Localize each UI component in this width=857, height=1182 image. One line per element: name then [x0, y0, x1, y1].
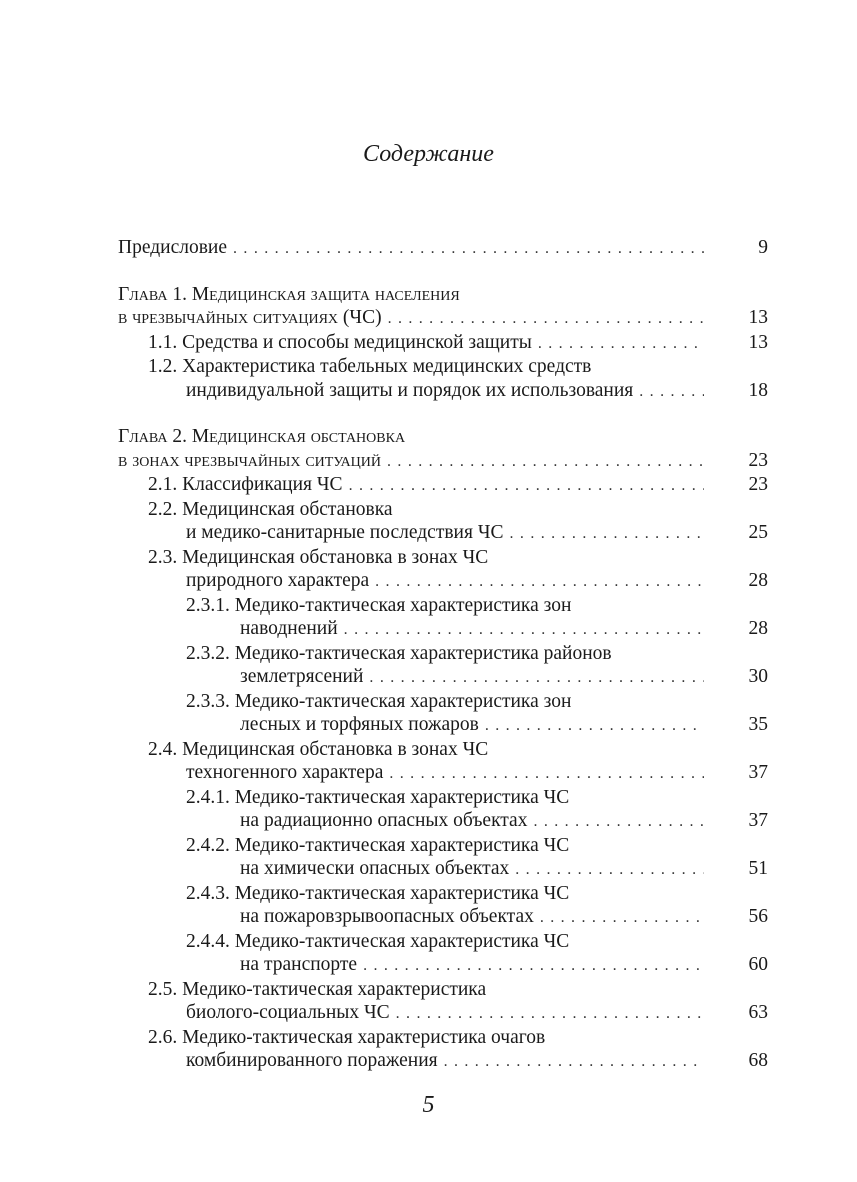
- toc-entry-text: в зонах чрезвычайных ситуаций: [118, 449, 382, 471]
- toc-entry[interactable]: [118, 690, 768, 714]
- toc-entry-text: 2.4.3. Медико-тактическая характеристика ЧС: [186, 882, 570, 904]
- toc-entry[interactable]: [118, 786, 768, 810]
- toc-entry-text: землетрясений: [240, 666, 364, 687]
- toc-entry[interactable]: [118, 1001, 768, 1026]
- dot-leader: [233, 237, 704, 261]
- toc-entry-text: техногенного характера: [186, 762, 384, 783]
- dot-leader: [515, 858, 704, 882]
- toc-page-number: 13: [748, 307, 768, 328]
- toc-entry[interactable]: [118, 665, 768, 690]
- toc-entry[interactable]: [118, 905, 768, 930]
- toc-entry-text: лесных и торфяных пожаров: [240, 714, 479, 735]
- toc-entry-text: на химически опасных объектах: [240, 858, 510, 879]
- toc-entry[interactable]: [118, 713, 768, 738]
- toc-entry-text: биолого-социальных ЧС: [186, 1002, 390, 1023]
- toc-entry-text: 1.2. Характеристика табельных медицинских средств: [148, 356, 592, 377]
- dot-leader: [349, 474, 704, 498]
- dot-leader: [344, 618, 704, 642]
- toc-page-number: 28: [748, 618, 768, 639]
- toc-entry-text: 2.4.1. Медико-тактическая характеристика ЧС: [186, 786, 570, 808]
- toc-entry-text: природного характера: [186, 570, 370, 591]
- dot-leader: [485, 714, 704, 738]
- toc-page-number: 13: [748, 331, 768, 353]
- toc-page-number: 68: [748, 1050, 768, 1071]
- toc-entry-text: 2.3. Медицинская обстановка в зонах ЧС: [148, 546, 489, 568]
- toc-entry-text: Глава 1. Медицинская защита населения: [118, 283, 460, 305]
- dot-leader: [444, 1050, 704, 1074]
- toc-entry-text: 2.3.3. Медико-тактическая характеристика зон: [186, 690, 572, 712]
- toc-entry[interactable]: [118, 834, 768, 858]
- toc-entry[interactable]: [118, 882, 768, 906]
- dot-leader: [375, 570, 704, 594]
- toc-page-number: 56: [748, 906, 768, 927]
- toc-page-number: 18: [748, 379, 768, 401]
- toc-entry-text: 2.5. Медико-тактическая характеристика: [148, 978, 487, 1000]
- page-title: Содержание: [363, 141, 494, 167]
- toc-page-number: 28: [748, 570, 768, 591]
- toc-entry-text: на радиационно опасных объектах: [240, 810, 528, 831]
- toc-entry-text: Предисловие: [118, 237, 228, 258]
- toc-entry[interactable]: [118, 857, 768, 882]
- toc-entry-text: индивидуальной защиты и порядок их использования: [186, 379, 634, 401]
- toc-entry-text: 2.3.1. Медико-тактическая характеристика зон: [186, 594, 572, 616]
- chapter-title[interactable]: [118, 425, 768, 449]
- toc-entry-text: на пожаровзрывоопасных объектах: [240, 906, 534, 927]
- toc-entry[interactable]: [118, 569, 768, 594]
- dot-leader: [538, 332, 704, 356]
- toc-page-number: 35: [748, 714, 768, 735]
- dot-leader: [363, 954, 704, 978]
- toc-entry[interactable]: [118, 521, 768, 546]
- toc-entry-text: 2.6. Медико-тактическая характеристика очагов: [148, 1026, 546, 1048]
- dot-leader: [389, 762, 704, 786]
- dot-leader: [639, 380, 704, 404]
- toc-page-number: 23: [748, 449, 768, 471]
- toc-entry[interactable]: [118, 594, 768, 618]
- toc-page-number: 63: [748, 1002, 768, 1023]
- toc-chapter-1: [118, 283, 768, 404]
- toc-entry-text: на транспорте: [240, 954, 358, 975]
- toc-page-number: 60: [748, 954, 768, 975]
- dot-leader: [533, 810, 704, 834]
- dot-leader: [510, 522, 704, 546]
- toc-entry-text: наводнений: [240, 618, 338, 639]
- dot-leader: [387, 450, 704, 474]
- toc-chapter-2: [118, 425, 768, 1074]
- toc-entry-text: 2.4.4. Медико-тактическая характеристика ЧС: [186, 930, 570, 952]
- toc-entry-text: 1.1. Средства и способы медицинской защиты: [148, 331, 532, 353]
- toc-entry[interactable]: [118, 738, 768, 762]
- toc-entry[interactable]: [118, 642, 768, 666]
- toc-entry[interactable]: [118, 546, 768, 570]
- toc-entry-text: в чрезвычайных ситуациях (ЧС): [118, 307, 382, 328]
- toc-page-number: 23: [748, 474, 768, 495]
- toc-entry[interactable]: [118, 473, 768, 498]
- toc-entry[interactable]: [118, 953, 768, 978]
- toc-page-number: 51: [748, 858, 768, 879]
- toc-entry[interactable]: [118, 617, 768, 642]
- toc-entry-text: 2.4. Медицинская обстановка в зонах ЧС: [148, 738, 489, 760]
- toc-entry[interactable]: [118, 809, 768, 834]
- toc-page-number: 37: [748, 762, 768, 783]
- chapter-title[interactable]: [118, 283, 768, 307]
- toc-page-number: 37: [748, 810, 768, 831]
- toc-entry[interactable]: [118, 236, 768, 261]
- dot-leader: [369, 666, 704, 690]
- toc-entry[interactable]: [118, 761, 768, 786]
- toc-entry-text: Глава 2. Медицинская обстановка: [118, 426, 406, 447]
- toc-page-number: 30: [748, 666, 768, 687]
- toc-entry[interactable]: [118, 331, 768, 356]
- toc-entry-text: 2.4.2. Медико-тактическая характеристика ЧС: [186, 834, 570, 856]
- toc-entry-text: 2.3.2. Медико-тактическая характеристика районов: [186, 642, 612, 664]
- toc-page-number: 25: [748, 522, 768, 543]
- toc-entry[interactable]: [118, 306, 768, 331]
- toc-entry[interactable]: [118, 1026, 768, 1050]
- toc-entry-text: и медико-санитарные последствия ЧС: [186, 522, 504, 543]
- table-of-contents: [118, 236, 768, 1074]
- dot-leader: [388, 307, 704, 331]
- toc-entry[interactable]: [118, 355, 768, 379]
- toc-entry[interactable]: [118, 379, 768, 404]
- toc-entry[interactable]: [118, 1049, 768, 1074]
- toc-page-number: 9: [758, 237, 768, 258]
- toc-entry[interactable]: [118, 930, 768, 954]
- dot-leader: [396, 1002, 704, 1026]
- toc-entry[interactable]: [118, 978, 768, 1002]
- toc-entry-text: 2.2. Медицинская обстановка: [148, 498, 393, 520]
- toc-entry-text: 2.1. Классификация ЧС: [148, 474, 343, 495]
- toc-preface: [118, 236, 768, 261]
- toc-entry[interactable]: [118, 449, 768, 474]
- page-number: 5: [422, 1092, 435, 1118]
- dot-leader: [540, 906, 704, 930]
- toc-entry[interactable]: [118, 498, 768, 522]
- toc-entry-text: комбинированного поражения: [186, 1050, 438, 1071]
